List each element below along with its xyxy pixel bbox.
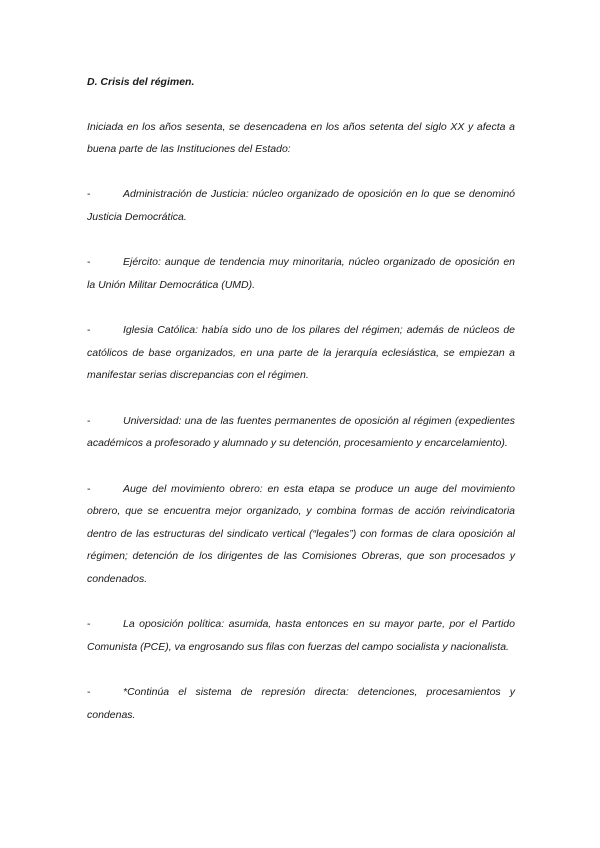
bullet-dash: - xyxy=(87,188,91,200)
list-item-text: Universidad: una de las fuentes permanentes de oposición al régimen (expedientes académicos a profesorado y alumnado y su detención, procesamiento y encarcelamiento). xyxy=(87,414,515,449)
list-item-movimiento-obrero xyxy=(87,478,515,591)
section-heading: D. Crisis del régimen. xyxy=(87,76,195,88)
document-page xyxy=(87,71,515,749)
bullet-dash: - xyxy=(87,324,91,336)
list-item-iglesia xyxy=(87,319,515,387)
list-item-text: *Continúa el sistema de represión directa: detenciones, procesamientos y condenas. xyxy=(87,686,515,721)
list-item-text: Auge del movimiento obrero: en esta etapa se produce un auge del movimiento obrero, que se encuentra mejor organizado, y combina formas de acción reivindicatoria dentro de las estructuras del sindicato vertical (“legales”) con formas de clara oposición al régimen; detención de los dirigentes de las Comisiones Obreras, que son procesados y condenados. xyxy=(87,482,515,585)
list-item-text: Iglesia Católica: había sido uno de los pilares del régimen; además de núcleos de católicos de base organizados, en una parte de la jerarquía eclesiástica, se empiezan a manifestar serias discrepancias con el régimen. xyxy=(87,324,515,381)
list-item-ejercito xyxy=(87,251,515,296)
list-item-justicia xyxy=(87,183,515,228)
bullet-dash: - xyxy=(87,618,91,630)
bullet-dash: - xyxy=(87,686,91,698)
bullet-dash: - xyxy=(87,256,91,268)
list-item-represion xyxy=(87,681,515,726)
list-item-oposicion-politica xyxy=(87,613,515,658)
list-item-text: Ejército: aunque de tendencia muy minoritaria, núcleo organizado de oposición en la Unión Militar Democrática (UMD). xyxy=(87,256,515,291)
list-item-text: La oposición política: asumida, hasta entonces en su mayor parte, por el Partido Comunista (PCE), va engrosando sus filas con fuerzas del campo socialista y nacionalista. xyxy=(87,618,515,653)
intro-paragraph: Iniciada en los años sesenta, se desencadena en los años setenta del siglo XX y afecta a buena parte de las Instituciones del Estado: xyxy=(87,121,515,155)
list-item-text: Administración de Justicia: núcleo organizado de oposición en lo que se denominó Justicia Democrática. xyxy=(87,188,515,223)
bullet-dash: - xyxy=(87,414,91,427)
bullet-dash: - xyxy=(87,482,91,495)
list-item-universidad xyxy=(87,410,515,455)
